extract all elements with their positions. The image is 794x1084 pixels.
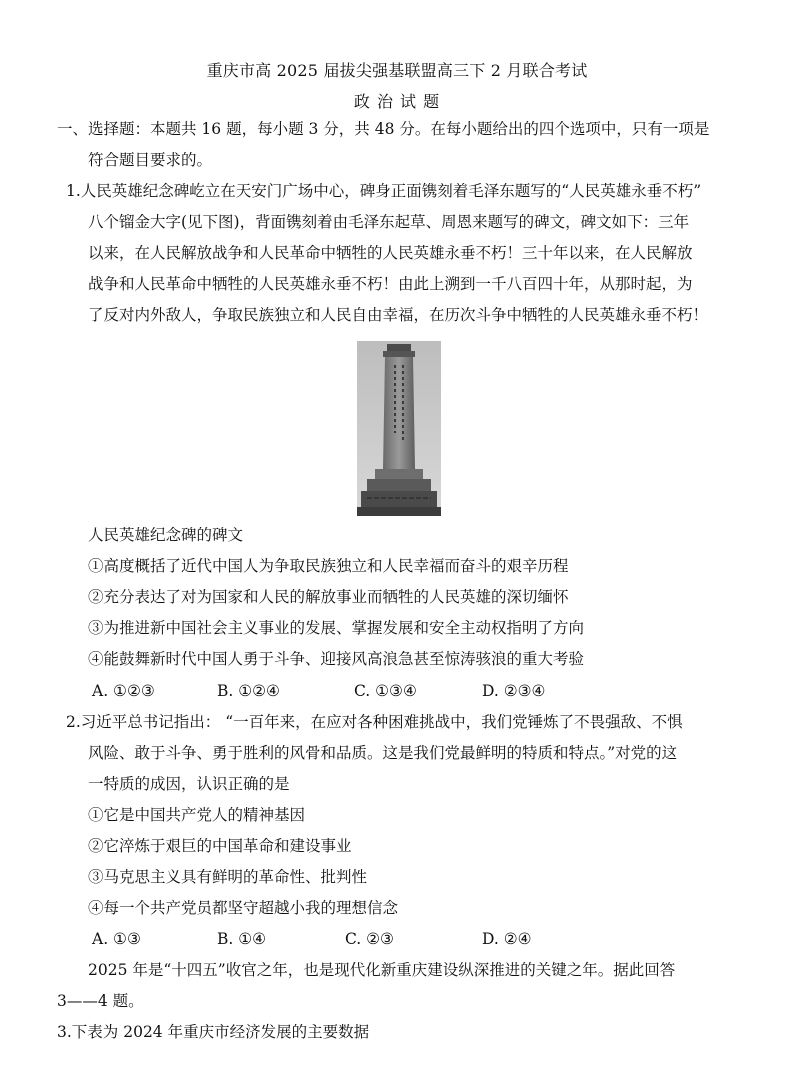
- q2-item-4: ④每一个共产党员都坚守超越小我的理想信念: [88, 899, 399, 917]
- q2-line-2: 风险、敢于斗争、勇于胜利的风骨和品质。这是我们党最鲜明的特质和特点。”对党的这: [88, 744, 678, 762]
- q2-item-3: ③马克思主义具有鲜明的革命性、批判性: [88, 868, 368, 886]
- q1-line-3: 以来，在人民解放战争和人民革命中牺牲的人民英雄永垂不朽！三十年以来，在人民解放: [88, 244, 693, 262]
- q2-item-1: ①它是中国共产党人的精神基因: [88, 806, 306, 824]
- q1-line-5: 了反对内外敌人，争取民族独立和人民自由幸福，在历次斗争中牺牲的人民英雄永垂不朽！: [88, 306, 709, 324]
- exam-title: 重庆市高 2025 届拔尖强基联盟高三下 2 月联合考试: [206, 61, 588, 80]
- q1-item-3: ③为推进新中国社会主义事业的发展、掌握发展和安全主动权指明了方向: [88, 619, 585, 637]
- q1-line-4: 战争和人民革命中牺牲的人民英雄永垂不朽！由此上溯到一千八百四十年，从那时起，为: [88, 275, 693, 293]
- q1-option-d[interactable]: D. ②③④: [482, 682, 546, 700]
- q1-options: [92, 680, 545, 702]
- q1-line-2: 八个镏金大字(见下图)，背面镌刻着由毛泽东起草、周恩来题写的碑文，碑文如下：三年: [88, 213, 690, 231]
- q2-options: [92, 928, 532, 950]
- q2-item-2: ②它淬炼于艰巨的中国革命和建设事业: [88, 837, 352, 855]
- q2-line-1: 2.习近平总书记指出： “一百年来，在应对各种困难挑战中，我们党锤炼了不畏强敌、不惧: [66, 713, 683, 731]
- q1-option-a[interactable]: A. ①②③: [92, 682, 155, 700]
- q2-option-b[interactable]: B. ①④: [217, 930, 267, 948]
- intro-line-1: 2025 年是“十四五”收官之年，也是现代化新重庆建设纵深推进的关键之年。据此回答: [88, 961, 676, 979]
- q1-item-1: ①高度概括了近代中国人为争取民族独立和人民幸福而奋斗的艰辛历程: [88, 557, 569, 575]
- q2-line-3: 一特质的成因，认识正确的是: [88, 775, 290, 793]
- q1-line-1: 1.人民英雄纪念碑屹立在天安门广场中心，碑身正面镌刻着毛泽东题写的“人民英雄永垂不朽”: [66, 182, 702, 200]
- intro-line-2: 3——4 题。: [57, 992, 144, 1010]
- q1-item-4: ④能鼓舞新时代中国人勇于斗争、迎接风高浪急甚至惊涛骇浪的重大考验: [88, 650, 585, 668]
- monument-photo: [357, 341, 441, 516]
- q1-option-b[interactable]: B. ①②④: [217, 682, 280, 700]
- section-instruction-line-2: 符合题目要求的。: [88, 151, 213, 169]
- section-instruction-line-1: 一、选择题：本题共 16 题，每小题 3 分，共 48 分。在每小题给出的四个选项中，只有一项是: [57, 120, 710, 138]
- q2-option-c[interactable]: C. ②③: [345, 930, 394, 948]
- q2-option-d[interactable]: D. ②④: [482, 930, 532, 948]
- q1-stem: 人民英雄纪念碑的碑文: [88, 526, 244, 544]
- q1-option-c[interactable]: C. ①③④: [354, 682, 417, 700]
- subject-title: 政 治 试 题: [353, 92, 441, 111]
- q1-item-2: ②充分表达了对为国家和人民的解放事业而牺牲的人民英雄的深切缅怀: [88, 588, 569, 606]
- q2-option-a[interactable]: A. ①③: [92, 930, 141, 948]
- q3-line-1: 3.下表为 2024 年重庆市经济发展的主要数据: [57, 1023, 370, 1041]
